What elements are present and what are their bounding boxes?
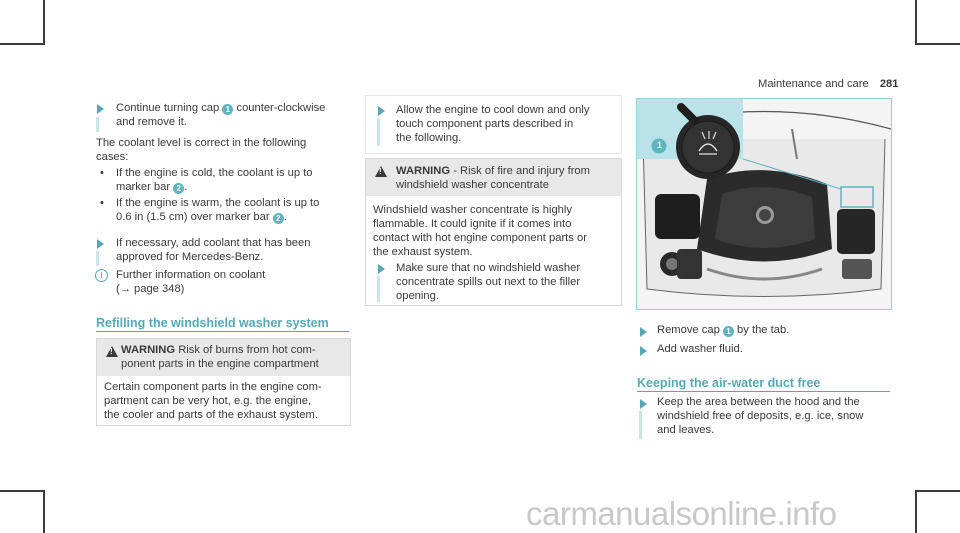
- watermark: carmanualsonline.info: [526, 495, 837, 532]
- running-header: [758, 77, 899, 91]
- info-text: Further information on coolant (→ page 348): [116, 269, 266, 295]
- warning-body: Windshield washer concentrate is highly flammable. It could ignite if it comes into contact with hot engine component parts or the exhaust system.: [373, 204, 587, 258]
- warning-box: [96, 338, 351, 426]
- crop-mark: [0, 490, 45, 492]
- callout-badge: 1: [723, 326, 734, 337]
- warning-step: Make sure that no windshield washer concentrate spills out next to the filler opening.: [396, 262, 581, 302]
- warning-title: WARNING - Risk of fire and injury from windshield washer concentrate: [396, 165, 590, 191]
- step-box: [365, 95, 622, 154]
- heading-rule: [96, 331, 349, 332]
- callout-badge: 2: [173, 183, 184, 194]
- step-arrow-icon: [640, 346, 647, 356]
- bullet-cold: If the engine is cold, the coolant is up to marker bar 2 .: [116, 167, 313, 193]
- warning-icon: [375, 166, 387, 177]
- col3-step3: Keep the area between the hood and the windshield free of deposits, e.g. ice, snow and leaves.: [657, 396, 864, 436]
- crop-mark: [915, 490, 960, 492]
- step-arrow-icon: [378, 106, 385, 116]
- warning-box: [365, 158, 622, 306]
- crop-mark: [915, 0, 917, 45]
- crop-mark: [43, 490, 45, 533]
- section-heading: Keeping the air-water duct free: [637, 376, 821, 390]
- bullet-dot: •: [100, 167, 104, 179]
- callout-badge: 2: [273, 213, 284, 224]
- crop-mark: [915, 43, 960, 45]
- step-arrow-icon: [640, 327, 647, 337]
- bullet-warm: If the engine is warm, the coolant is up to 0.6 in (1.5 cm) over marker bar 2 .: [116, 197, 320, 223]
- coolant-paragraph: The coolant level is correct in the following cases:: [96, 137, 307, 163]
- step-arrow-icon: [97, 104, 104, 114]
- col1-step2-text: If necessary, add coolant that has been approved for Mercedes-Benz.: [116, 237, 311, 263]
- warning-title: WARNING Risk of burns from hot com- ponent parts in the engine compartment: [121, 344, 319, 370]
- step-arrow-icon: [97, 239, 104, 249]
- image-callout: 1: [656, 140, 662, 150]
- info-icon: i: [95, 269, 108, 282]
- crop-mark: [43, 0, 45, 45]
- col2-step-text: Allow the engine to cool down and only touch component parts described in the following.: [396, 104, 590, 144]
- page-link[interactable]: (→ page 348): [116, 283, 185, 295]
- section-heading: Refilling the windshield washer system: [96, 316, 329, 330]
- bullet-dot: •: [100, 197, 104, 209]
- warning-icon: [106, 346, 118, 357]
- callout-badge: 1: [222, 104, 233, 115]
- section-title: Maintenance and care: [758, 78, 869, 90]
- warning-body: Certain component parts in the engine com- partment can be very hot, e.g. the engine, the cooler and parts of the exhaust system.: [104, 381, 322, 421]
- heading-rule: [637, 391, 890, 392]
- crop-mark: [0, 43, 45, 45]
- step-arrow-icon: [640, 399, 647, 409]
- step-arrow-icon: [378, 264, 385, 274]
- engine-compartment-image: [636, 98, 892, 310]
- crop-mark: [915, 490, 917, 533]
- col3-step2: Add washer fluid.: [657, 343, 743, 355]
- col1-step-text: Continue turning cap 1 counter-clockwise and remove it.: [116, 102, 326, 128]
- page-number: 281: [879, 78, 899, 90]
- col3-step1: Remove cap 1 by the tab.: [657, 324, 790, 336]
